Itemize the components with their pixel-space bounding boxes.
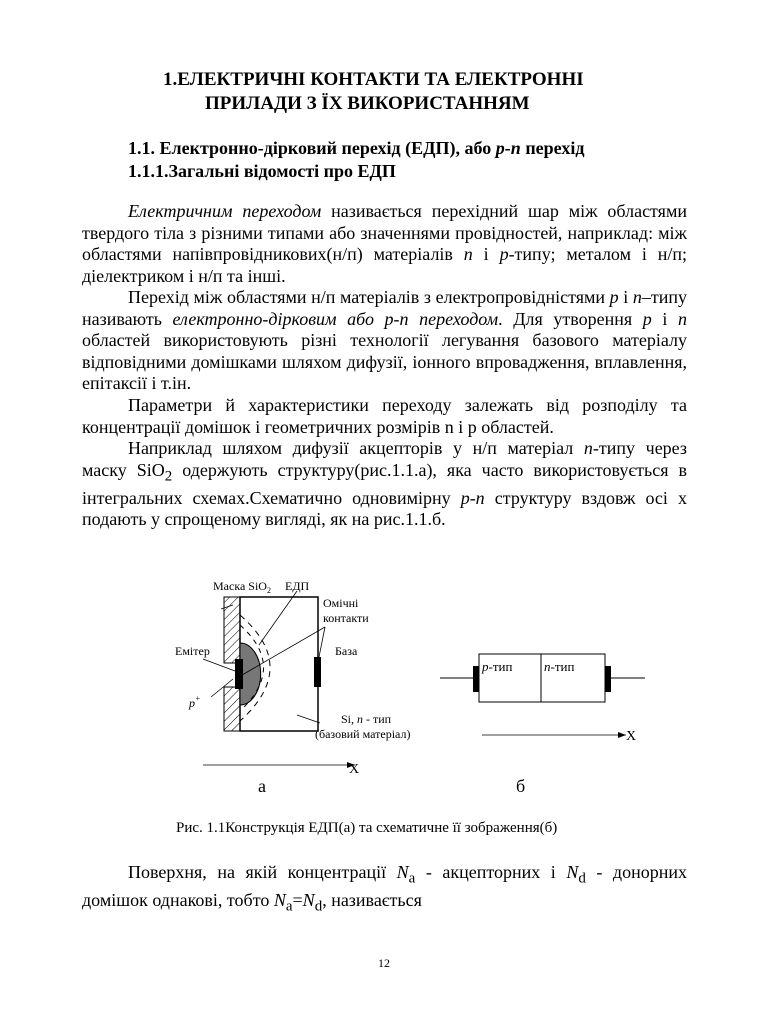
subsection-heading: 1.1.1.Загальні відомості про ЕДП: [128, 161, 396, 181]
base-contact: [314, 657, 321, 687]
label-x-a: X: [349, 762, 360, 777]
paragraph-3: Параметри й характеристики переходу залежать від розподілу та концентрації домішок і геометричних розмірів n і p областей.: [82, 395, 687, 437]
label-base: База: [335, 644, 358, 658]
figure-label-b: б: [516, 776, 526, 796]
label-p-plus: p+: [189, 694, 201, 710]
chapter-title-line2: ПРИЛАДИ З ЇХ ВИКОРИСТАННЯМ: [205, 93, 530, 114]
label-si: Si, n - тип: [341, 712, 392, 726]
label-edp: ЕДП: [285, 579, 310, 593]
page-number: 12: [378, 956, 390, 970]
label-mask: Маска SiO$_2$: [213, 579, 271, 595]
paragraph-1: Електричним переходом називається перехідний шар між областями твердого тіла з різними типами або значеннями провідностей, наприклад: між областями напівпровідникових(н/п) матеріалів n і р-типу; металом і н/п; діелектриком і н/п та інші.: [82, 201, 687, 286]
contact-left: [473, 666, 479, 692]
label-ohmic-2: контакти: [323, 611, 369, 625]
chapter-title-line1: 1.ЕЛЕКТРИЧНІ КОНТАКТИ ТА ЕЛЕКТРОННІ: [163, 69, 584, 90]
sio2-mask-bottom: [224, 687, 240, 731]
section-heading: 1.1. Електронно-дірковий перехід (ЕДП), або р-n перехід: [128, 138, 585, 158]
label-x-b: X: [626, 729, 637, 744]
label-ohmic-1: Омічні: [323, 596, 359, 610]
figure-label-a: а: [258, 776, 266, 796]
paragraph-4: Наприклад шляхом дифузії акцепторів у н/п матеріал n-типу через маску SiO$_2$ одержують структуру(рис.1.1.а), яка часто використовується в інтегральних схемах.Схематично одновимірну p-n структуру вздовж осі х подають у спрощеному вигляді, як на рис.1.1.б.: [82, 438, 687, 530]
contact-right: [605, 666, 611, 692]
label-p-type: p-тип: [482, 659, 513, 674]
label-base-material: (базовий матеріал): [315, 727, 411, 741]
emitter-contact: [235, 659, 243, 689]
label-emitter: Емітер: [175, 644, 210, 658]
label-n-type: n-тип: [544, 659, 575, 674]
figure-a-diagram: [175, 575, 455, 780]
figure-caption: Рис. 1.1Конструкція ЕДП(а) та схематичне її зображення(б): [176, 820, 558, 836]
paragraph-2: Перехід між областями н/п матеріалів з електропровідністями р і n–типу називають електронно-дірковим або р-n переходом. Для утворення р і n областей використовують різні технології легування базового матеріалу відповідними домішками шляхом дифузії, іонного впровадження, вплавлення, епітаксії і т.ін.: [82, 287, 687, 393]
figure-b-diagram: [440, 628, 650, 753]
paragraph-5: Поверхня, на якій концентрації $N_а$ - акцепторних і $N_d$ - донорних домішок однакові, тобто $N_а=N_d$, називається: [82, 862, 687, 915]
